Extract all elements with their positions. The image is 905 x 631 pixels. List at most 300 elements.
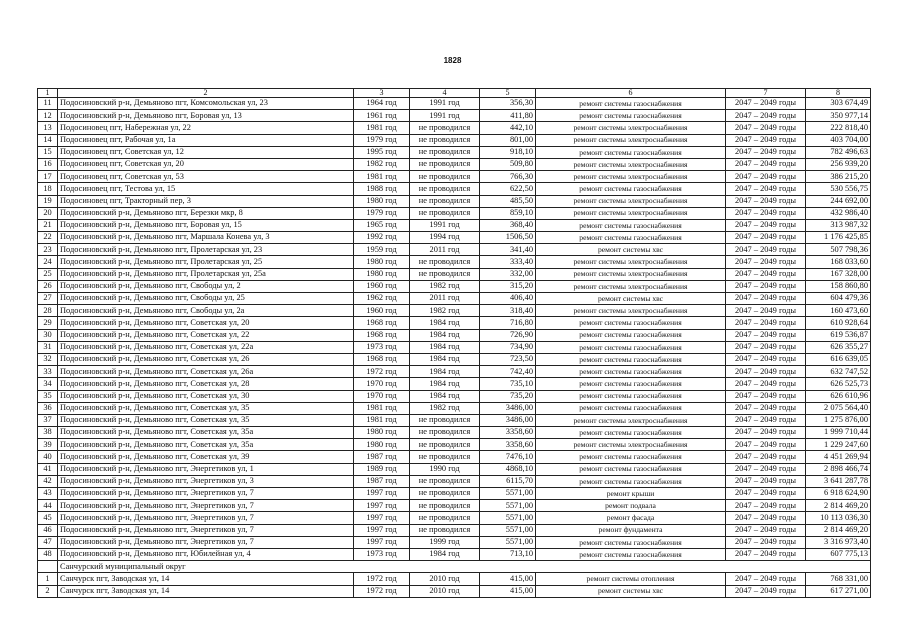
cell-repair-period: 2047 – 2049 годы <box>726 158 806 170</box>
table-row <box>38 329 871 341</box>
cell-area: 3358,60 <box>480 427 536 439</box>
cell-row-number: 40 <box>38 451 58 463</box>
table-row <box>38 524 871 536</box>
cell-last-repair-year: 1994 год <box>410 232 480 244</box>
cell-cost: 1 275 876,00 <box>806 414 871 426</box>
cell-last-repair-year: 2011 год <box>410 244 480 256</box>
cell-build-year: 1988 год <box>354 183 410 195</box>
cell-address: Подосиновец пгт, Тестова ул, 15 <box>58 183 354 195</box>
cell-repair-type: ремонт системы газоснабжения <box>536 451 726 463</box>
cell-last-repair-year: 2010 год <box>410 585 480 597</box>
table-row <box>38 488 871 500</box>
cell-build-year: 1997 год <box>354 524 410 536</box>
cell-last-repair-year: не проводился <box>410 268 480 280</box>
table-row <box>38 475 871 487</box>
cell-repair-type: ремонт системы газоснабжения <box>536 548 726 560</box>
cell-row-number: 45 <box>38 512 58 524</box>
cell-cost: 386 215,20 <box>806 171 871 183</box>
cell-address: Подосиновский р-н, Демьяново пгт, Советская ул, 26 <box>58 353 354 365</box>
cell-repair-period: 2047 – 2049 годы <box>726 98 806 110</box>
cell-last-repair-year: 1990 год <box>410 463 480 475</box>
cell-last-repair-year: не проводился <box>410 158 480 170</box>
cell-area: 801,00 <box>480 134 536 146</box>
cell-area: 918,10 <box>480 146 536 158</box>
cell-repair-period: 2047 – 2049 годы <box>726 585 806 597</box>
cell-last-repair-year: не проводился <box>410 414 480 426</box>
cell-row-number: 11 <box>38 98 58 110</box>
cell-build-year: 1980 год <box>354 256 410 268</box>
cell-build-year: 1980 год <box>354 195 410 207</box>
cell-address: Подосиновский р-н, Демьяново пгт, Боровая ул, 13 <box>58 110 354 122</box>
table-row <box>38 207 871 219</box>
cell-build-year: 1972 год <box>354 585 410 597</box>
cell-row-number: 48 <box>38 548 58 560</box>
cell-address: Подосиновский р-н, Демьяново пгт, Березки мкр, 8 <box>58 207 354 219</box>
cell-last-repair-year: не проводился <box>410 500 480 512</box>
section-title: Санчурский муниципальный округ <box>58 561 871 573</box>
cell-area: 3486,00 <box>480 414 536 426</box>
cell-cost: 2 898 466,74 <box>806 463 871 475</box>
cell-area: 415,00 <box>480 585 536 597</box>
cell-repair-period: 2047 – 2049 годы <box>726 195 806 207</box>
cell-address: Подосиновец пгт, Советская ул, 20 <box>58 158 354 170</box>
cell-cost: 256 939,20 <box>806 158 871 170</box>
cell-repair-period: 2047 – 2049 годы <box>726 219 806 231</box>
cell-build-year: 1973 год <box>354 341 410 353</box>
table-row <box>38 463 871 475</box>
cell-row-number: 32 <box>38 353 58 365</box>
table-row <box>38 548 871 560</box>
cell-repair-type: ремонт системы газоснабжения <box>536 341 726 353</box>
cell-row-number: 19 <box>38 195 58 207</box>
cell-last-repair-year: не проводился <box>410 171 480 183</box>
cell-cost: 1 176 425,85 <box>806 232 871 244</box>
cell-address: Подосиновский р-н, Демьяново пгт, Энергетиков ул, 7 <box>58 536 354 548</box>
cell-repair-type: ремонт системы электроснабжения <box>536 305 726 317</box>
cell-cost: 768 331,00 <box>806 573 871 585</box>
cell-last-repair-year: 1982 год <box>410 280 480 292</box>
cell-address: Подосиновский р-н, Демьяново пгт, Пролетарская ул, 25а <box>58 268 354 280</box>
cell-build-year: 1987 год <box>354 451 410 463</box>
table-row <box>38 512 871 524</box>
cell-repair-type: ремонт системы газоснабжения <box>536 427 726 439</box>
cell-row-number: 29 <box>38 317 58 329</box>
cell-last-repair-year: не проводился <box>410 451 480 463</box>
cell-repair-period: 2047 – 2049 годы <box>726 548 806 560</box>
cell-cost: 3 641 287,78 <box>806 475 871 487</box>
cell-repair-type: ремонт системы электроснабжения <box>536 122 726 134</box>
cell-cost: 619 536,87 <box>806 329 871 341</box>
cell-address: Подосиновский р-н, Демьяново пгт, Энергетиков ул, 3 <box>58 475 354 487</box>
cell-area: 5571,00 <box>480 488 536 500</box>
cell-build-year: 1980 год <box>354 439 410 451</box>
cell-last-repair-year: не проводился <box>410 195 480 207</box>
cell-build-year: 1997 год <box>354 488 410 500</box>
cell-last-repair-year: 1999 год <box>410 536 480 548</box>
cell-repair-period: 2047 – 2049 годы <box>726 329 806 341</box>
cell-build-year: 1992 год <box>354 232 410 244</box>
table-row <box>38 98 871 110</box>
cell-repair-period: 2047 – 2049 годы <box>726 305 806 317</box>
table-row <box>38 353 871 365</box>
cell-address: Подосиновский р-н, Демьяново пгт, Советская ул, 20 <box>58 317 354 329</box>
cell-row-number: 22 <box>38 232 58 244</box>
cell-build-year: 1968 год <box>354 329 410 341</box>
cell-repair-type: ремонт системы электроснабжения <box>536 171 726 183</box>
cell-repair-period: 2047 – 2049 годы <box>726 293 806 305</box>
cell-row-number: 25 <box>38 268 58 280</box>
cell-repair-type: ремонт системы газоснабжения <box>536 378 726 390</box>
cell-repair-type: ремонт системы газоснабжения <box>536 98 726 110</box>
cell-row-number: 1 <box>38 573 58 585</box>
table-row <box>38 171 871 183</box>
cell-cost: 604 479,36 <box>806 293 871 305</box>
cell-cost: 1 229 247,60 <box>806 439 871 451</box>
cell-last-repair-year: 1984 год <box>410 341 480 353</box>
cell-row-number: 47 <box>38 536 58 548</box>
cell-address: Подосиновский р-н, Демьяново пгт, Советская ул, 28 <box>58 378 354 390</box>
cell-row-number: 2 <box>38 585 58 597</box>
cell-cost: 168 033,60 <box>806 256 871 268</box>
cell-repair-type: ремонт системы газоснабжения <box>536 463 726 475</box>
cell-last-repair-year: 1984 год <box>410 317 480 329</box>
table-row <box>38 146 871 158</box>
cell-repair-type: ремонт крыши <box>536 488 726 500</box>
cell-repair-period: 2047 – 2049 годы <box>726 451 806 463</box>
cell-repair-type: ремонт системы газоснабжения <box>536 219 726 231</box>
column-header-1: 1 <box>38 89 58 98</box>
cell-row-number: 27 <box>38 293 58 305</box>
repair-schedule-table <box>37 88 871 598</box>
cell-cost: 432 986,40 <box>806 207 871 219</box>
cell-address: Подосиновский р-н, Демьяново пгт, Энергетиков ул, 1 <box>58 463 354 475</box>
cell-last-repair-year: 1984 год <box>410 353 480 365</box>
cell-repair-period: 2047 – 2049 годы <box>726 122 806 134</box>
cell-repair-period: 2047 – 2049 годы <box>726 414 806 426</box>
table-row <box>38 268 871 280</box>
cell-address: Подосиновский р-н, Демьяново пгт, Юбилейная ул, 4 <box>58 548 354 560</box>
cell-address: Подосиновский р-н, Демьяново пгт, Энергетиков ул, 7 <box>58 488 354 500</box>
cell-row-number: 18 <box>38 183 58 195</box>
cell-area: 318,40 <box>480 305 536 317</box>
cell-row-number: 14 <box>38 134 58 146</box>
cell-repair-type: ремонт подвала <box>536 500 726 512</box>
cell-last-repair-year: не проводился <box>410 122 480 134</box>
cell-repair-type: ремонт системы электроснабжения <box>536 207 726 219</box>
table-row <box>38 451 871 463</box>
cell-address: Санчурск пгт, Заводская ул, 14 <box>58 573 354 585</box>
cell-area: 726,90 <box>480 329 536 341</box>
cell-build-year: 1979 год <box>354 134 410 146</box>
cell-address: Подосиновец пгт, Советская ул, 53 <box>58 171 354 183</box>
cell-cost: 632 747,52 <box>806 366 871 378</box>
column-header-3: 3 <box>354 89 410 98</box>
cell-row-number: 13 <box>38 122 58 134</box>
cell-row-number: 34 <box>38 378 58 390</box>
cell-build-year: 1972 год <box>354 366 410 378</box>
cell-repair-type: ремонт системы газоснабжения <box>536 110 726 122</box>
cell-last-repair-year: не проводился <box>410 475 480 487</box>
cell-address: Подосиновский р-н, Демьяново пгт, Советская ул, 35 <box>58 402 354 414</box>
cell-last-repair-year: не проводился <box>410 512 480 524</box>
cell-area: 509,80 <box>480 158 536 170</box>
cell-address: Подосиновец пгт, Тракторный пер, 3 <box>58 195 354 207</box>
cell-repair-period: 2047 – 2049 годы <box>726 378 806 390</box>
cell-cost: 3 316 973,40 <box>806 536 871 548</box>
cell-cost: 167 328,00 <box>806 268 871 280</box>
table-row <box>38 158 871 170</box>
cell-repair-type: ремонт системы электроснабжения <box>536 414 726 426</box>
cell-address: Подосиновский р-н, Демьяново пгт, Энергетиков ул, 7 <box>58 500 354 512</box>
cell-row-number: 28 <box>38 305 58 317</box>
page-number: 1828 <box>443 56 462 65</box>
table-row <box>38 219 871 231</box>
cell-area: 622,50 <box>480 183 536 195</box>
cell-area: 485,50 <box>480 195 536 207</box>
cell-area: 716,80 <box>480 317 536 329</box>
cell-repair-period: 2047 – 2049 годы <box>726 244 806 256</box>
cell-repair-type: ремонт системы электроснабжения <box>536 158 726 170</box>
cell-build-year: 1960 год <box>354 305 410 317</box>
cell-repair-period: 2047 – 2049 годы <box>726 536 806 548</box>
cell-cost: 2 814 469,20 <box>806 500 871 512</box>
table-row <box>38 366 871 378</box>
cell-repair-period: 2047 – 2049 годы <box>726 524 806 536</box>
cell-area: 742,40 <box>480 366 536 378</box>
cell-build-year: 1980 год <box>354 268 410 280</box>
cell-build-year: 1964 год <box>354 98 410 110</box>
cell-address: Подосиновский р-н, Демьяново пгт, Пролетарская ул, 25 <box>58 256 354 268</box>
cell-cost: 313 987,32 <box>806 219 871 231</box>
cell-repair-period: 2047 – 2049 годы <box>726 439 806 451</box>
cell-repair-period: 2047 – 2049 годы <box>726 110 806 122</box>
cell-repair-type: ремонт системы электроснабжения <box>536 195 726 207</box>
cell-last-repair-year: 1984 год <box>410 329 480 341</box>
cell-repair-period: 2047 – 2049 годы <box>726 280 806 292</box>
cell-cost: 158 860,80 <box>806 280 871 292</box>
cell-last-repair-year: 2010 год <box>410 573 480 585</box>
table-row <box>38 317 871 329</box>
cell-build-year: 1989 год <box>354 463 410 475</box>
cell-area: 415,00 <box>480 573 536 585</box>
cell-address: Подосиновский р-н, Демьяново пгт, Свободы ул, 2 <box>58 280 354 292</box>
cell-address: Санчурск пгт, Заводская ул, 14 <box>58 585 354 597</box>
cell-row-number: 44 <box>38 500 58 512</box>
cell-area: 766,30 <box>480 171 536 183</box>
cell-area: 5571,00 <box>480 524 536 536</box>
column-header-8: 8 <box>806 89 871 98</box>
cell-last-repair-year: не проводился <box>410 427 480 439</box>
cell-build-year: 1982 год <box>354 158 410 170</box>
column-header-4: 4 <box>410 89 480 98</box>
cell-row-number: 21 <box>38 219 58 231</box>
table-row <box>38 280 871 292</box>
cell-area: 713,10 <box>480 548 536 560</box>
cell-area: 406,40 <box>480 293 536 305</box>
cell-cost: 1 999 710,44 <box>806 427 871 439</box>
cell-build-year: 1968 год <box>354 317 410 329</box>
cell-address: Подосиновец пгт, Советская ул, 12 <box>58 146 354 158</box>
cell-repair-type: ремонт системы газоснабжения <box>536 146 726 158</box>
cell-area: 315,20 <box>480 280 536 292</box>
cell-repair-period: 2047 – 2049 годы <box>726 488 806 500</box>
cell-last-repair-year: не проводился <box>410 146 480 158</box>
cell-last-repair-year: 1984 год <box>410 378 480 390</box>
cell-area: 1506,50 <box>480 232 536 244</box>
table-row <box>38 414 871 426</box>
cell-last-repair-year: не проводился <box>410 134 480 146</box>
cell-cost: 303 674,49 <box>806 98 871 110</box>
cell-area: 368,40 <box>480 219 536 231</box>
cell-repair-type: ремонт системы хвс <box>536 585 726 597</box>
column-header-2: 2 <box>58 89 354 98</box>
cell-repair-period: 2047 – 2049 годы <box>726 390 806 402</box>
cell-row-number: 35 <box>38 390 58 402</box>
cell-repair-type: ремонт системы газоснабжения <box>536 366 726 378</box>
cell-build-year: 1973 год <box>354 548 410 560</box>
table-row <box>38 439 871 451</box>
cell-area: 442,10 <box>480 122 536 134</box>
cell-last-repair-year: 1991 год <box>410 219 480 231</box>
cell-repair-period: 2047 – 2049 годы <box>726 207 806 219</box>
cell-last-repair-year: 1984 год <box>410 548 480 560</box>
cell-build-year: 1997 год <box>354 536 410 548</box>
cell-last-repair-year: 1984 год <box>410 366 480 378</box>
cell-area: 3358,60 <box>480 439 536 451</box>
table-row <box>38 378 871 390</box>
cell-row-number: 39 <box>38 439 58 451</box>
cell-address: Подосиновский р-н, Демьяново пгт, Пролетарская ул, 23 <box>58 244 354 256</box>
cell-row-number: 46 <box>38 524 58 536</box>
cell-cost: 626 525,73 <box>806 378 871 390</box>
cell-repair-type: ремонт системы электроснабжения <box>536 280 726 292</box>
cell-cost: 616 639,05 <box>806 353 871 365</box>
cell-cost: 403 704,00 <box>806 134 871 146</box>
cell-address: Подосиновец пгт, Набережная ул, 22 <box>58 122 354 134</box>
cell-repair-period: 2047 – 2049 годы <box>726 402 806 414</box>
cell-repair-period: 2047 – 2049 годы <box>726 475 806 487</box>
cell-cost: 6 918 624,90 <box>806 488 871 500</box>
cell-repair-type: ремонт системы газоснабжения <box>536 475 726 487</box>
table-row <box>38 585 871 597</box>
table-row <box>38 122 871 134</box>
cell-cost: 4 451 269,94 <box>806 451 871 463</box>
cell-last-repair-year: 2011 год <box>410 293 480 305</box>
cell-repair-type: ремонт фасада <box>536 512 726 524</box>
cell-build-year: 1980 год <box>354 427 410 439</box>
cell-row-number: 42 <box>38 475 58 487</box>
cell-repair-type: ремонт системы хвс <box>536 293 726 305</box>
cell-cost: 160 473,60 <box>806 305 871 317</box>
cell-area: 7476,10 <box>480 451 536 463</box>
table-row <box>38 305 871 317</box>
cell-address: Подосиновский р-н, Демьяново пгт, Боровая ул, 15 <box>58 219 354 231</box>
cell-address: Подосиновский р-н, Демьяново пгт, Комсомольская ул, 23 <box>58 98 354 110</box>
cell-row-number: 41 <box>38 463 58 475</box>
table-row <box>38 536 871 548</box>
cell-repair-type: ремонт системы электроснабжения <box>536 268 726 280</box>
cell-last-repair-year: 1982 год <box>410 402 480 414</box>
cell-cost: 222 818,40 <box>806 122 871 134</box>
cell-cost: 626 355,27 <box>806 341 871 353</box>
cell-build-year: 1981 год <box>354 414 410 426</box>
cell-cost: 2 814 469,20 <box>806 524 871 536</box>
cell-area: 5571,00 <box>480 536 536 548</box>
table-row <box>38 256 871 268</box>
cell-row-number: 33 <box>38 366 58 378</box>
cell-repair-period: 2047 – 2049 годы <box>726 134 806 146</box>
cell-area: 723,50 <box>480 353 536 365</box>
cell-build-year: 1981 год <box>354 171 410 183</box>
cell-build-year: 1981 год <box>354 122 410 134</box>
cell-repair-type: ремонт фундамента <box>536 524 726 536</box>
table-row <box>38 195 871 207</box>
cell-last-repair-year: 1984 год <box>410 390 480 402</box>
cell-area: 341,40 <box>480 244 536 256</box>
cell-repair-period: 2047 – 2049 годы <box>726 573 806 585</box>
cell-repair-type: ремонт системы газоснабжения <box>536 329 726 341</box>
cell-address: Подосиновский р-н, Демьяново пгт, Советская ул, 35а <box>58 439 354 451</box>
cell-build-year: 1979 год <box>354 207 410 219</box>
cell-repair-period: 2047 – 2049 годы <box>726 500 806 512</box>
cell-row-number: 31 <box>38 341 58 353</box>
cell-last-repair-year: не проводился <box>410 488 480 500</box>
cell-build-year: 1968 год <box>354 353 410 365</box>
cell-address: Подосиновский р-н, Демьяново пгт, Маршала Конева ул, 3 <box>58 232 354 244</box>
cell-row-number: 16 <box>38 158 58 170</box>
cell-row-number: 38 <box>38 427 58 439</box>
cell-last-repair-year: 1982 год <box>410 305 480 317</box>
cell-cost: 626 610,96 <box>806 390 871 402</box>
cell-area: 332,00 <box>480 268 536 280</box>
cell-address: Подосиновский р-н, Демьяново пгт, Свободы ул, 2а <box>58 305 354 317</box>
cell-address: Подосиновский р-н, Демьяново пгт, Свободы ул, 25 <box>58 293 354 305</box>
cell-repair-type: ремонт системы газоснабжения <box>536 317 726 329</box>
cell-area: 411,80 <box>480 110 536 122</box>
cell-area: 5571,00 <box>480 500 536 512</box>
cell-last-repair-year: не проводился <box>410 256 480 268</box>
cell-repair-type: ремонт системы электроснабжения <box>536 256 726 268</box>
table-row <box>38 244 871 256</box>
cell-row-number: 15 <box>38 146 58 158</box>
table-body <box>38 98 871 598</box>
cell-build-year: 1970 год <box>354 390 410 402</box>
cell-repair-period: 2047 – 2049 годы <box>726 232 806 244</box>
table-row <box>38 183 871 195</box>
cell-repair-type: ремонт системы газоснабжения <box>536 353 726 365</box>
cell-cost: 530 556,75 <box>806 183 871 195</box>
cell-last-repair-year: 1991 год <box>410 110 480 122</box>
cell-build-year: 1972 год <box>354 573 410 585</box>
cell-address: Подосиновский р-н, Демьяново пгт, Энергетиков ул, 7 <box>58 524 354 536</box>
cell-repair-type: ремонт системы хвс <box>536 244 726 256</box>
cell-build-year: 1997 год <box>354 500 410 512</box>
table-row <box>38 500 871 512</box>
cell-build-year: 1997 год <box>354 512 410 524</box>
cell-repair-type: ремонт системы газоснабжения <box>536 183 726 195</box>
cell-address: Подосиновский р-н, Демьяново пгт, Советская ул, 26а <box>58 366 354 378</box>
cell-row-number: 43 <box>38 488 58 500</box>
section-row <box>38 561 871 573</box>
cell-repair-type: ремонт системы газоснабжения <box>536 536 726 548</box>
cell-build-year: 1995 год <box>354 146 410 158</box>
header-row <box>38 89 871 98</box>
cell-repair-period: 2047 – 2049 годы <box>726 183 806 195</box>
cell-repair-period: 2047 – 2049 годы <box>726 366 806 378</box>
cell-last-repair-year: не проводился <box>410 439 480 451</box>
cell-repair-period: 2047 – 2049 годы <box>726 317 806 329</box>
cell-address: Подосиновский р-н, Демьяново пгт, Советская ул, 22 <box>58 329 354 341</box>
